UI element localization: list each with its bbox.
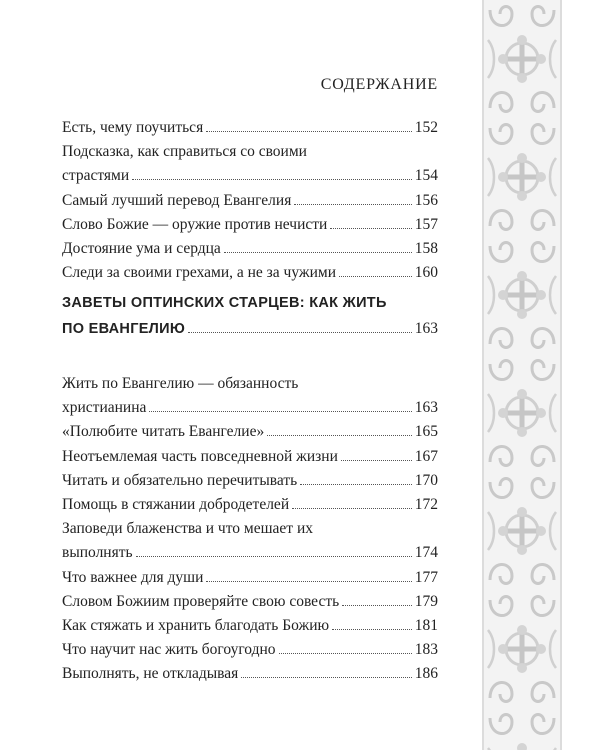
toc-entry-page: 152 bbox=[414, 119, 438, 136]
dot-leader bbox=[300, 484, 412, 485]
dot-leader bbox=[341, 460, 412, 461]
toc-entry-page: 181 bbox=[414, 616, 438, 634]
section-page: 163 bbox=[414, 320, 438, 337]
toc-entry-title: Что научит нас жить богоугодно bbox=[62, 641, 276, 659]
section-title-line2: ПО ЕВАНГЕЛИЮ bbox=[62, 321, 186, 337]
toc-entry-title: Слово Божие — оружие против нечисти bbox=[62, 215, 328, 233]
toc-entry-page: 156 bbox=[414, 191, 438, 209]
toc-entry-title: Самый лучший перевод Евангелия bbox=[62, 191, 292, 209]
toc-entry bbox=[62, 662, 438, 686]
toc-entry bbox=[62, 614, 438, 638]
toc-entry-page: 154 bbox=[414, 167, 438, 185]
section-heading-line bbox=[62, 316, 438, 342]
toc-entry bbox=[62, 116, 438, 140]
toc-entry-page: 177 bbox=[414, 568, 438, 586]
toc-entry-title: Жить по Евангелию — обязанность bbox=[62, 375, 299, 392]
toc-entry bbox=[62, 372, 438, 396]
toc-entry bbox=[62, 445, 438, 469]
toc-entry-title: Как стяжать и хранить благодать Божию bbox=[62, 616, 330, 634]
toc-entry-title: христианина bbox=[62, 399, 147, 417]
toc-entry-title: страстями bbox=[62, 167, 130, 185]
toc-entry bbox=[62, 566, 438, 590]
toc-entry bbox=[62, 469, 438, 493]
section-heading-line bbox=[62, 290, 438, 316]
dot-leader bbox=[224, 252, 412, 253]
toc-entry bbox=[62, 164, 438, 188]
toc-entry-page: 163 bbox=[414, 399, 438, 417]
toc-entry bbox=[62, 140, 438, 164]
dot-leader bbox=[279, 653, 412, 654]
toc-entry-title: Что важнее для души bbox=[62, 568, 204, 586]
toc-entry-page: 160 bbox=[414, 264, 438, 282]
toc-entry-page: 186 bbox=[414, 665, 438, 683]
toc-entry bbox=[62, 420, 438, 444]
toc-entry-title: выполнять bbox=[62, 544, 133, 562]
toc-entry-page: 158 bbox=[414, 239, 438, 257]
toc-entry-title: Есть, чему поучиться bbox=[62, 119, 204, 136]
toc-entry-title: Подсказка, как справиться со своими bbox=[62, 143, 307, 161]
toc-entry bbox=[62, 493, 438, 517]
toc-entry-page: 174 bbox=[414, 544, 438, 562]
dot-leader bbox=[206, 581, 411, 582]
toc-entry-title: Следи за своими грехами, а не за чужими bbox=[62, 264, 336, 282]
toc-entry bbox=[62, 261, 438, 285]
toc-entry-page: 170 bbox=[414, 471, 438, 489]
dot-leader bbox=[267, 435, 412, 436]
dot-leader bbox=[149, 411, 411, 412]
toc-entry-title: Заповеди блаженства и что мешает их bbox=[62, 520, 313, 538]
toc-entry-title: Словом Божиим проверяйте свою совесть bbox=[62, 592, 340, 610]
toc-entry bbox=[62, 517, 438, 541]
toc-entry-page: 157 bbox=[414, 215, 438, 233]
toc-entry-title: Достояние ума и сердца bbox=[62, 239, 221, 257]
dot-leader bbox=[339, 276, 412, 277]
toc-entry-page: 167 bbox=[414, 447, 438, 465]
toc-entry-title: «Полюбите читать Евангелие» bbox=[62, 423, 265, 441]
toc-block-1 bbox=[62, 116, 438, 285]
toc-entry bbox=[62, 237, 438, 261]
toc-entry-title: Помощь в стяжании добродетелей bbox=[62, 495, 290, 513]
toc-entry bbox=[62, 396, 438, 420]
dot-leader bbox=[342, 605, 412, 606]
toc-entry bbox=[62, 638, 438, 662]
toc-entry bbox=[62, 213, 438, 237]
dot-leader bbox=[188, 332, 412, 333]
dot-leader bbox=[330, 228, 411, 229]
dot-leader bbox=[206, 131, 412, 132]
toc-entry bbox=[62, 541, 438, 565]
toc-entry-title: Неотъемлемая часть повседневной жизни bbox=[62, 447, 338, 465]
dot-leader bbox=[332, 629, 412, 630]
section-title-line1: ЗАВЕТЫ ОПТИНСКИХ СТАРЦЕВ: КАК ЖИТЬ bbox=[62, 295, 387, 311]
dot-leader bbox=[241, 677, 411, 678]
dot-leader bbox=[292, 508, 412, 509]
toc-entry bbox=[62, 590, 438, 614]
toc-entry-title: Читать и обязательно перечитывать bbox=[62, 471, 298, 489]
section-heading bbox=[62, 290, 438, 342]
toc-entry-page: 172 bbox=[414, 495, 438, 513]
toc-block-2 bbox=[62, 372, 438, 686]
dot-leader bbox=[132, 179, 412, 180]
ornament-pattern-icon bbox=[482, 0, 562, 750]
ornamental-border bbox=[482, 0, 562, 750]
toc-entry-page: 165 bbox=[414, 423, 438, 441]
dot-leader bbox=[294, 204, 411, 205]
toc-entry-page: 183 bbox=[414, 641, 438, 659]
page-title: СОДЕРЖАНИЕ bbox=[320, 76, 438, 93]
toc-entry-page: 179 bbox=[414, 592, 438, 610]
toc-entry-title: Выполнять, не откладывая bbox=[62, 665, 239, 683]
toc-entry bbox=[62, 189, 438, 213]
dot-leader bbox=[136, 556, 412, 557]
